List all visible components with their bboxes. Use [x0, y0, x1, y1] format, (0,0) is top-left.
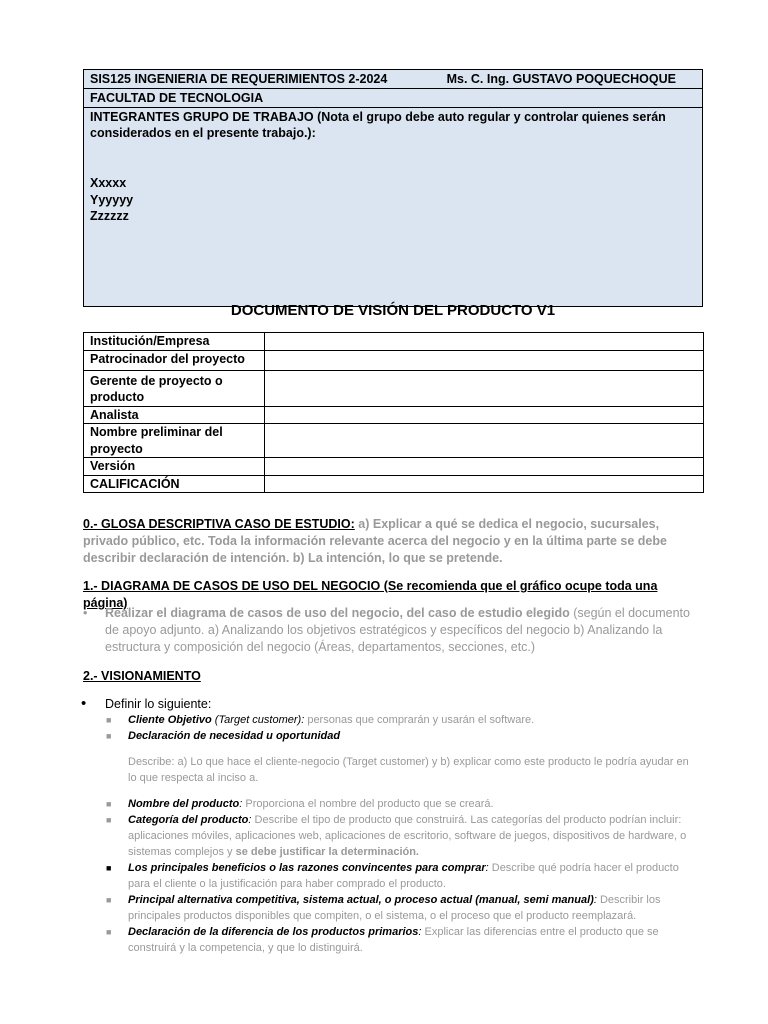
list-item: [106, 796, 698, 812]
section-0-heading: 0.- GLOSA DESCRIPTIVA CASO DE ESTUDIO:: [83, 517, 355, 531]
item-desc: Describe qué podría hacer el producto para el cliente o la justificación para haber comprado el producto.: [128, 862, 679, 890]
course-row: [84, 70, 703, 89]
item-term: Declaración de necesidad u oportunidad: [128, 730, 341, 742]
bullet-icon: •: [81, 695, 87, 712]
item-term: Nombre del producto: [128, 798, 240, 810]
item-term-extra: :: [593, 894, 597, 906]
item-term-extra: :: [248, 814, 252, 826]
list-item: [106, 924, 698, 956]
section-1-bullet: [83, 605, 705, 656]
project-info-table: [83, 332, 704, 493]
item-term: Categoría del producto: [128, 814, 249, 826]
list-item: [106, 860, 698, 892]
table-row: [84, 458, 704, 476]
info-value[interactable]: [265, 406, 704, 424]
section-2-intro-text: Definir lo siguiente:: [105, 697, 212, 711]
square-bullet-icon: ■: [106, 863, 112, 873]
item-desc: Describe el tipo de producto que construirá. Las categorías del producto podrían incluir: aplicaciones móviles, aplicaciones web, aplicaciones de escritorio, software de juegos, dispositivos de hardware, o sistemas complejos y: [128, 814, 687, 858]
section-2-intro: [83, 696, 705, 713]
info-value[interactable]: [265, 333, 704, 351]
item-term: Declaración de la diferencia de los productos primarios: [128, 926, 419, 938]
course-title: SIS125 INGENIERIA DE REQUERIMIENTOS 2-2024: [90, 72, 388, 86]
table-row: [84, 333, 704, 351]
group-row: [84, 108, 703, 307]
info-value[interactable]: [265, 370, 704, 406]
member-3: Zzzzzz: [90, 209, 129, 223]
section-1-bullet-bold: Realizar el diagrama de casos de uso del negocio, del caso de estudio elegido: [105, 606, 570, 620]
bullet-icon: •: [83, 606, 88, 620]
square-bullet-icon: ■: [106, 731, 112, 741]
item-term-extra: :: [239, 798, 243, 810]
need-description: Describe: a) Lo que hace el cliente-negocio (Target customer) y b) explicar como este producto le podría ayudar en lo que respecta al inciso a.: [128, 756, 689, 784]
item-term-extra: (Target customer):: [211, 714, 305, 726]
square-bullet-icon: ■: [106, 927, 112, 937]
square-bullet-icon: ■: [106, 799, 112, 809]
teacher-name: Ms. C. Ing. GUSTAVO POQUECHOQUE: [446, 72, 676, 86]
info-label: Patrocinador del proyecto: [84, 350, 265, 370]
info-label: CALIFICACIÓN: [84, 475, 265, 493]
item-desc: Describir los principales productos disponibles que compiten, o el sistema, o el proceso que el producto reemplazará.: [128, 894, 661, 922]
document-title: DOCUMENTO DE VISIÓN DEL PRODUCTO V1: [230, 302, 556, 319]
item-desc: Explicar las diferencias entre el producto que se construirá y la competencia, y que lo distinguirá.: [128, 926, 659, 954]
section-0-text: a) Explicar a qué se dedica el negocio, sucursales, privado público, etc. Toda la información relevante acerca del negocio y en la última parte se debe describir declaración de intención. b) La intención, lo que se pretende.: [83, 517, 667, 565]
square-bullet-icon: ■: [106, 895, 112, 905]
item-desc: Proporciona el nombre del producto que se creará.: [242, 798, 494, 810]
list-item: [106, 712, 698, 728]
info-label: Versión: [84, 458, 265, 476]
item-term: Cliente Objetivo: [128, 714, 212, 726]
member-1: Xxxxx: [90, 176, 127, 190]
section-1-heading-text: 1.- DIAGRAMA DE CASOS DE USO DEL NEGOCIO (Se recomienda que el gráfico ocupe toda una página): [83, 579, 658, 610]
info-value[interactable]: [265, 475, 704, 493]
item-term: Los principales beneficios o las razones convincentes para comprar: [128, 862, 486, 874]
faculty-row: FACULTAD DE TECNOLOGIA: [84, 89, 703, 108]
section-2-heading: [83, 668, 703, 685]
info-label: Gerente de proyecto o producto: [84, 370, 265, 406]
item-term: Principal alternativa competitiva, sistema actual, o proceso actual (manual, semi manual): [128, 894, 594, 906]
info-value[interactable]: [265, 424, 704, 458]
info-label: Analista: [84, 406, 265, 424]
info-value[interactable]: [265, 458, 704, 476]
list-item: [106, 728, 698, 744]
info-value[interactable]: [265, 350, 704, 370]
section-1-bullet-rest: (según el documento de apoyo adjunto. a) Analizando los objetivos estratégicos y específicos del negocio b) Analizando la estructura y composición del negocio (Áreas, departamentos, secciones, etc.): [105, 606, 690, 654]
table-row: [84, 370, 704, 406]
list-item: [106, 812, 698, 860]
list-item: [106, 892, 698, 924]
section-2-heading-text: 2.- VISIONAMIENTO: [83, 669, 201, 683]
info-label: Institución/Empresa: [84, 333, 265, 351]
section-0: [83, 516, 703, 567]
group-note: INTEGRANTES GRUPO DE TRABAJO (Nota el grupo debe auto regular y controlar quienes serán considerados en el presente trabajo.):: [90, 110, 666, 140]
table-row: [84, 475, 704, 493]
info-label: Nombre preliminar del proyecto: [84, 424, 265, 458]
table-row: [84, 424, 704, 458]
item-term-extra: :: [418, 926, 422, 938]
table-row: [84, 350, 704, 370]
members-list: [90, 175, 696, 225]
member-2: Yyyyyy: [90, 192, 134, 207]
square-bullet-icon: ■: [106, 815, 112, 825]
square-bullet-icon: ■: [106, 715, 112, 725]
item-term-extra: :: [485, 862, 489, 874]
item-desc-bold: se debe justificar la determinación.: [235, 846, 419, 858]
table-row: [84, 406, 704, 424]
item-desc: personas que comprarán y usarán el software.: [304, 714, 535, 726]
header-table: [83, 69, 703, 307]
